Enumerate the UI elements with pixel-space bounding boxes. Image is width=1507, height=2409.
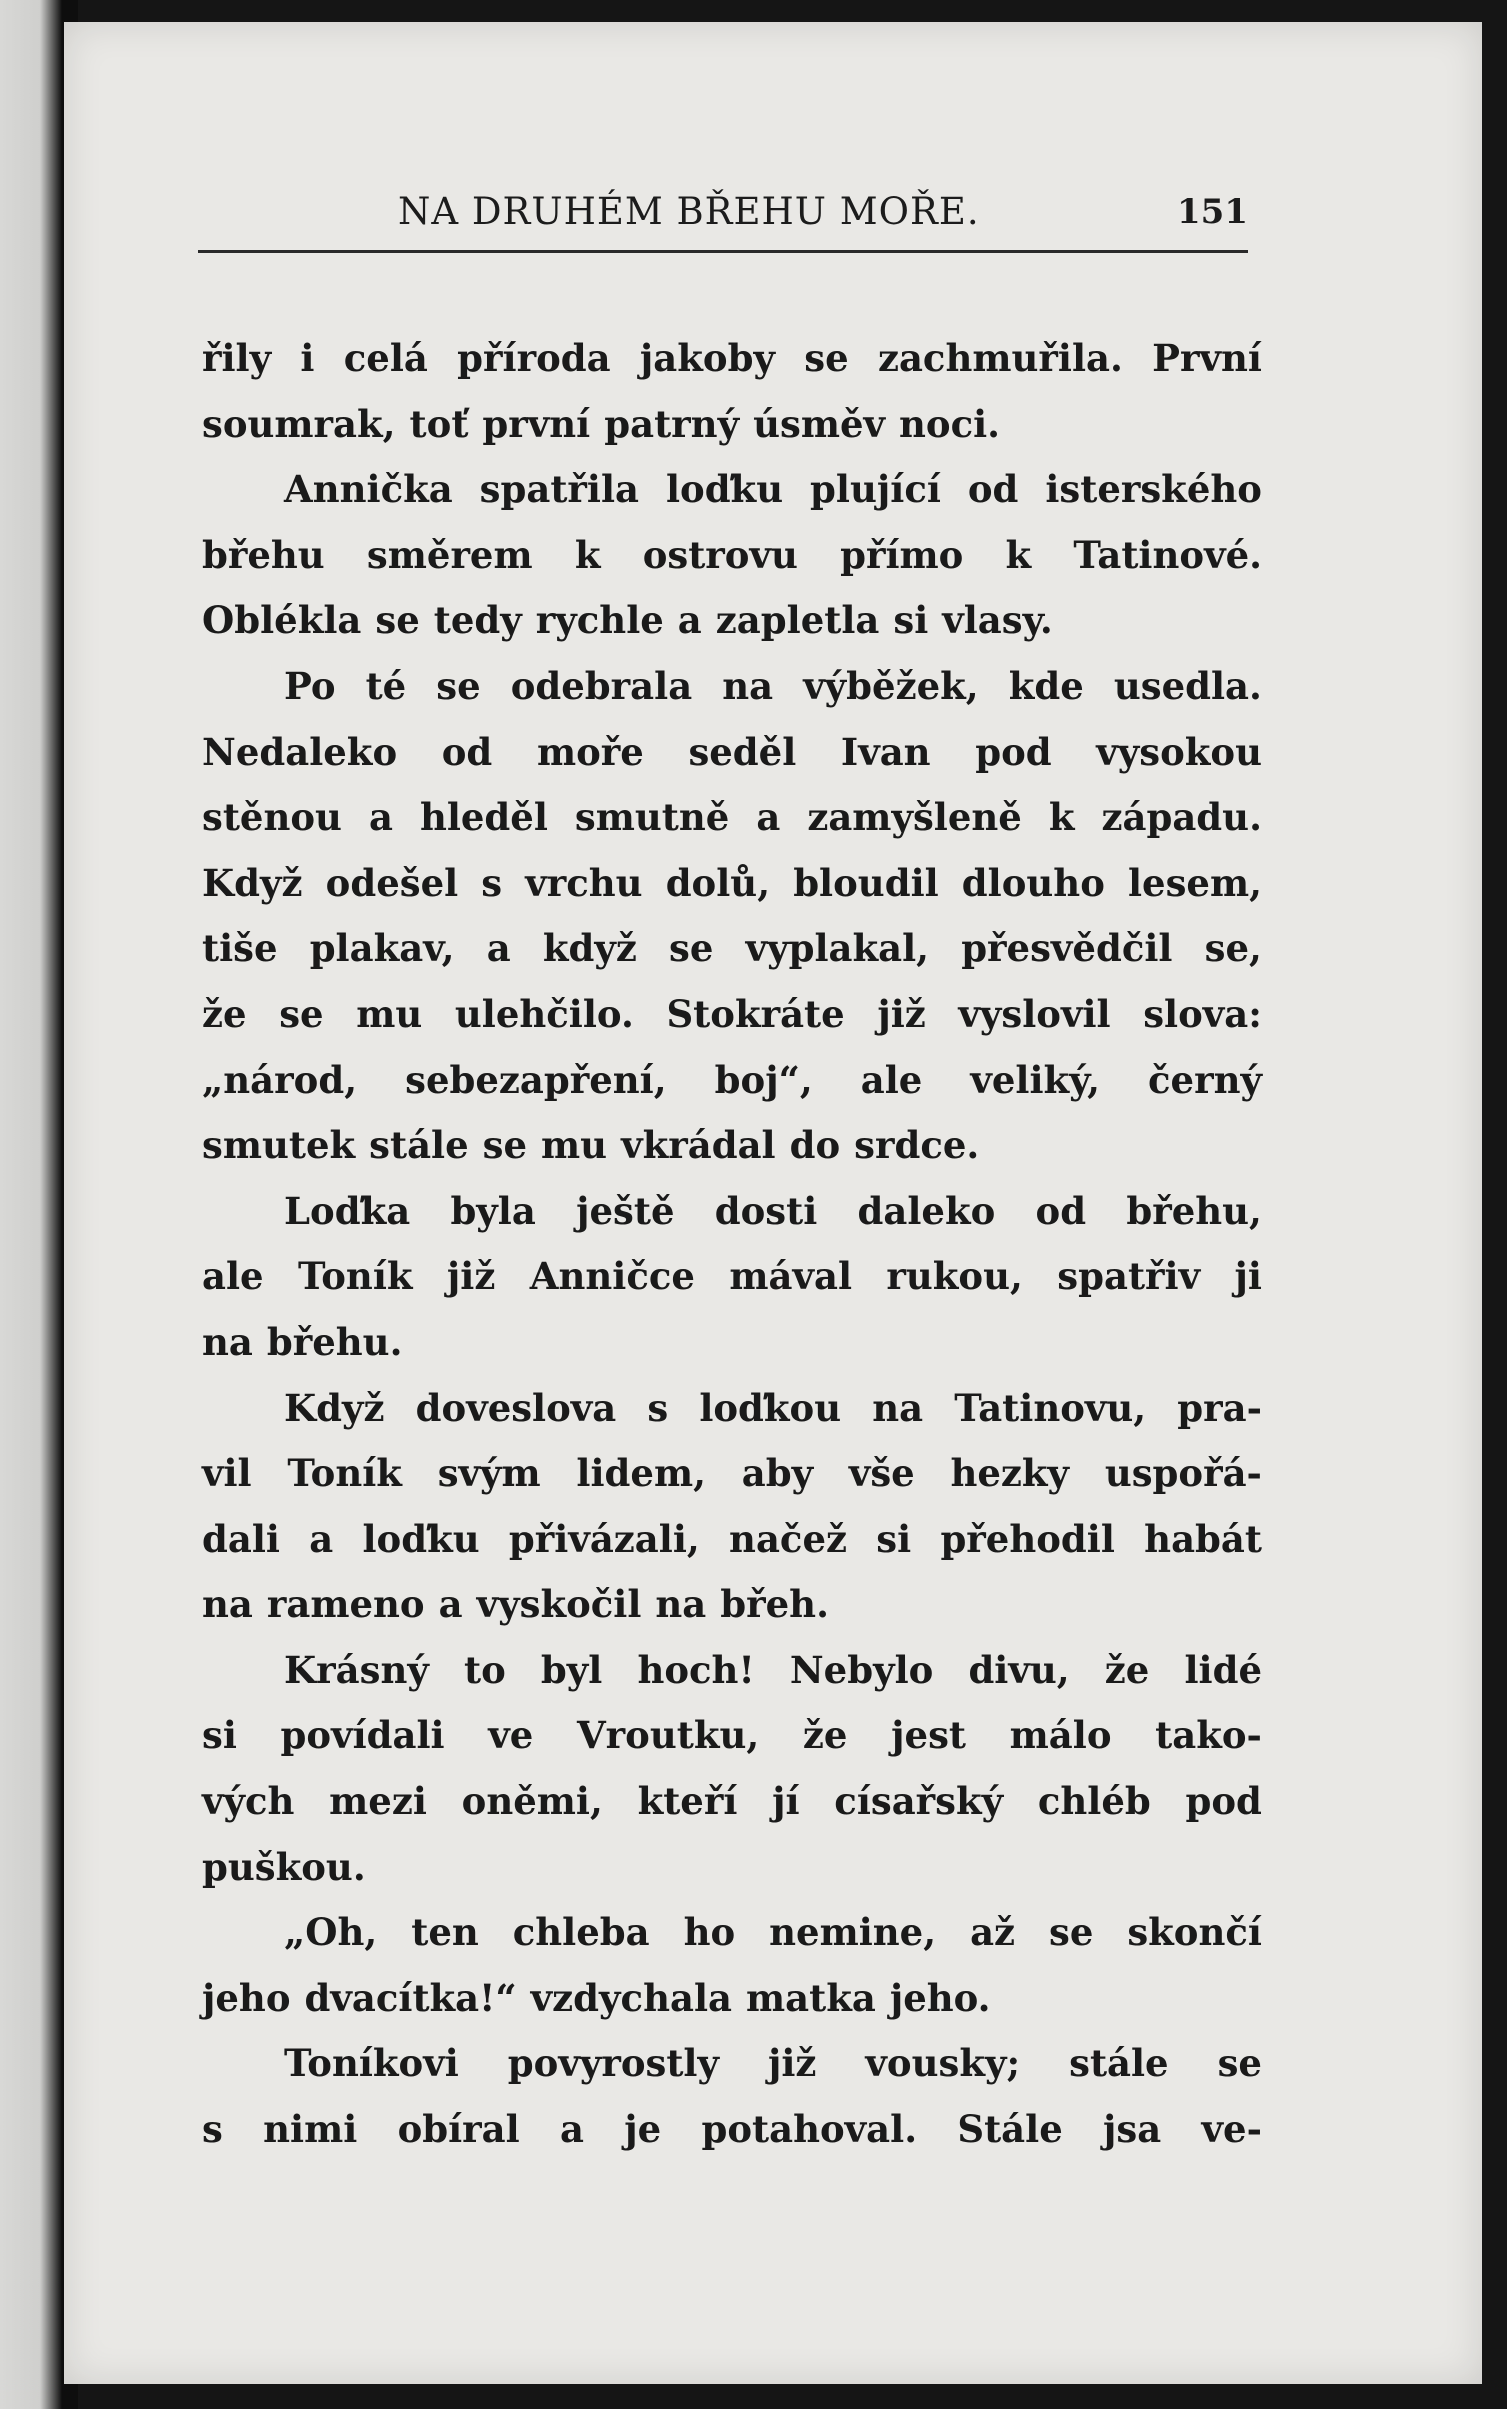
word: si [893, 598, 929, 643]
word: Oblékla [202, 598, 362, 643]
word: si [202, 1713, 237, 1758]
text-line [202, 1966, 1262, 2032]
word: první [482, 401, 591, 446]
word: pod [1185, 1779, 1262, 1824]
word: Toník [287, 1451, 402, 1496]
word: soumrak, [202, 401, 396, 446]
word: Když [202, 860, 303, 905]
word: loďku [665, 467, 784, 512]
word: smutně [574, 795, 730, 840]
word: na [202, 1319, 253, 1364]
word: si [876, 1516, 912, 1561]
word: té [365, 663, 407, 708]
word: matka [746, 1975, 876, 2020]
running-title: NA DRUHÉM BŘEHU MOŘE. [398, 190, 980, 233]
word: seděl [688, 729, 797, 774]
word: vyplakal, [745, 926, 930, 971]
word: ji [1234, 1254, 1262, 1299]
word: stěnou [202, 795, 342, 840]
word: odešel [325, 860, 459, 905]
text-line [202, 1376, 1262, 1442]
word: jest [891, 1713, 966, 1758]
text-line [202, 2031, 1262, 2097]
word: černý [1148, 1057, 1262, 1102]
word: dlouho [961, 860, 1105, 905]
word: skončí [1127, 1910, 1262, 1955]
word: je [624, 2107, 662, 2152]
word: usedla. [1113, 663, 1262, 708]
word: moře [536, 729, 644, 774]
word: břehu, [1126, 1188, 1262, 1233]
word: Když [284, 1385, 385, 1430]
word: divu, [968, 1647, 1070, 1692]
body-text [202, 326, 1262, 2163]
page-number: 151 [1177, 192, 1248, 232]
word: načež [729, 1516, 848, 1561]
word: aby [741, 1451, 814, 1496]
word: plakav, [309, 926, 455, 971]
word: Tatinovu, [954, 1385, 1147, 1430]
word: dolů, [665, 860, 771, 905]
word: když [542, 926, 637, 971]
word: přímo [840, 532, 964, 577]
word: že [1104, 1647, 1150, 1692]
word: rychle [535, 598, 664, 643]
word: pra- [1177, 1385, 1262, 1430]
word: dosti [714, 1188, 818, 1233]
word: zamyšleně [807, 795, 1022, 840]
word: isterského [1045, 467, 1262, 512]
word: a [438, 1582, 463, 1627]
word: k [1005, 532, 1032, 577]
word: císařský [834, 1779, 1004, 1824]
word: s [202, 2107, 223, 2152]
word: smutek [202, 1123, 356, 1168]
word: odebrala [510, 663, 693, 708]
word: ve [488, 1713, 534, 1758]
word: již [446, 1254, 496, 1299]
word: vyskočil [476, 1582, 642, 1627]
word: stále [369, 1123, 469, 1168]
word: vkrádal [621, 1123, 776, 1168]
word: s [481, 860, 503, 905]
word: Toník [297, 1254, 413, 1299]
word: Po [284, 663, 336, 708]
text-line [202, 1244, 1262, 1310]
word: s [647, 1385, 669, 1430]
word: lesem, [1128, 860, 1262, 905]
word: úsměv [753, 401, 886, 446]
word: Krásný [284, 1647, 429, 1692]
word: se [375, 598, 420, 643]
word: mezi [329, 1779, 427, 1824]
word: nemine, [769, 1910, 937, 1955]
word: spatřiv [1057, 1254, 1201, 1299]
word: mu [356, 991, 423, 1036]
header-rule [198, 250, 1248, 253]
word: do [789, 1123, 841, 1168]
word: se [1049, 1910, 1094, 1955]
word: oněmi, [461, 1779, 603, 1824]
word: Ivan [840, 729, 931, 774]
word: stále [1069, 2041, 1169, 2086]
word: příroda [457, 336, 611, 380]
word: „Oh, [284, 1910, 378, 1955]
word: k [1048, 795, 1075, 840]
word: byla [450, 1188, 536, 1233]
word: habát [1144, 1516, 1262, 1561]
word: První [1152, 336, 1262, 380]
word: mával [729, 1254, 852, 1299]
text-line [202, 1835, 1262, 1901]
word: břehu [202, 532, 325, 577]
word: doveslova [415, 1385, 617, 1430]
word: Nebylo [789, 1647, 934, 1692]
word: Nedaleko [202, 729, 398, 774]
word: od [441, 729, 493, 774]
word: a [368, 795, 393, 840]
word: se [436, 663, 481, 708]
word: na [872, 1385, 924, 1430]
word: Loďka [284, 1188, 411, 1233]
word: loďku [362, 1516, 480, 1561]
word: patrný [604, 401, 740, 446]
text-line [202, 392, 1262, 458]
word: chléb [1037, 1779, 1151, 1824]
word: a [486, 926, 511, 971]
word: se [482, 1123, 528, 1168]
word: vzdychala [530, 1975, 732, 2020]
word: břeh. [720, 1582, 829, 1627]
word: se [804, 336, 849, 380]
word: na [655, 1582, 707, 1627]
word: mu [541, 1123, 608, 1168]
word: tako- [1155, 1713, 1262, 1758]
word: přehodil [940, 1516, 1115, 1561]
word: již [767, 2041, 817, 2086]
word: vil [202, 1451, 252, 1496]
word: i [300, 336, 315, 380]
word: obíral [397, 2107, 520, 2152]
word: řily [202, 336, 272, 380]
word: zachmuřila. [877, 336, 1123, 380]
word: vysokou [1096, 729, 1262, 774]
word: plující [810, 467, 941, 512]
word: od [967, 467, 1019, 512]
word: na [202, 1582, 253, 1627]
word: vlasy. [942, 598, 1053, 643]
word: Stokráte [666, 991, 845, 1036]
word: kde [1008, 663, 1084, 708]
word: ale [860, 1057, 923, 1102]
text-line [202, 1900, 1262, 1966]
word: ulehčilo. [454, 991, 634, 1036]
word: Toníkovi [284, 2041, 459, 2086]
text-line [202, 654, 1262, 720]
text-line [202, 785, 1262, 851]
word: lidem, [576, 1451, 706, 1496]
word: přesvědčil [961, 926, 1173, 971]
word: dali [202, 1516, 280, 1561]
word: k [574, 532, 601, 577]
word: chleba [512, 1910, 650, 1955]
word: kteří [637, 1779, 738, 1824]
text-line [202, 457, 1262, 523]
text-line [202, 720, 1262, 786]
word: západu. [1101, 795, 1262, 840]
text-line [202, 916, 1262, 982]
word: potahoval. [701, 2107, 918, 2152]
word: ten [411, 1910, 479, 1955]
word: zapletla [715, 598, 880, 643]
text-line [202, 1507, 1262, 1573]
text-line [202, 1048, 1262, 1114]
text-line [202, 588, 1262, 654]
word: vše [848, 1451, 915, 1496]
word: ostrovu [642, 532, 798, 577]
word: a [756, 795, 781, 840]
word: povídali [280, 1713, 445, 1758]
word: to [463, 1647, 506, 1692]
word: Anničce [529, 1254, 695, 1299]
word: že [802, 1713, 848, 1758]
word: povyrostly [507, 2041, 719, 2086]
word: Annička [284, 467, 453, 512]
word: pod [975, 729, 1052, 774]
word: rukou, [886, 1254, 1023, 1299]
word: jakoby [639, 336, 775, 380]
word: daleko [857, 1188, 996, 1233]
word: ale [202, 1254, 264, 1299]
word: výběžek, [803, 663, 979, 708]
word: vých [202, 1779, 295, 1824]
word: celá [343, 336, 428, 380]
word: od [1035, 1188, 1087, 1233]
word: dvacítka!“ [304, 1975, 517, 2020]
word: jsa [1103, 2107, 1162, 2152]
word: boj“, [714, 1057, 813, 1102]
word: směrem [366, 532, 533, 577]
word: nimi [263, 2107, 358, 2152]
word: břehu. [266, 1319, 403, 1364]
text-line [202, 1310, 1262, 1376]
word: Vroutku, [576, 1713, 760, 1758]
text-line [202, 523, 1262, 589]
word: a [560, 2107, 584, 2152]
word: málo [1009, 1713, 1112, 1758]
word: byl [540, 1647, 603, 1692]
word: toť [409, 401, 469, 446]
word: a [677, 598, 702, 643]
text-line [202, 1703, 1262, 1769]
word: sebezapření, [405, 1057, 667, 1102]
word: ve- [1201, 2107, 1262, 2152]
text-line [202, 1769, 1262, 1835]
word: jí [772, 1779, 800, 1824]
word: puškou. [202, 1844, 366, 1889]
text-line [202, 982, 1262, 1048]
word: spatřila [479, 467, 640, 512]
word: se [279, 991, 324, 1036]
word: slova: [1143, 991, 1262, 1036]
word: již [877, 991, 926, 1036]
word: se [669, 926, 714, 971]
text-line [202, 326, 1262, 392]
word: loďkou [699, 1385, 842, 1430]
text-line [202, 1441, 1262, 1507]
word: „národ, [202, 1057, 358, 1102]
word: na [722, 663, 774, 708]
text-line [202, 1572, 1262, 1638]
word: vousky; [865, 2041, 1021, 2086]
running-header [198, 190, 1248, 260]
word: jeho. [889, 1975, 991, 2020]
word: rameno [266, 1582, 425, 1627]
word: se [1217, 2041, 1262, 2086]
word: až [970, 1910, 1016, 1955]
word: jeho [202, 1975, 291, 2020]
word: svým [437, 1451, 541, 1496]
word: tedy [433, 598, 522, 643]
word: přivázali, [508, 1516, 700, 1561]
word: vrchu [525, 860, 643, 905]
word: lidé [1184, 1647, 1262, 1692]
text-line [202, 1113, 1262, 1179]
text-line [202, 851, 1262, 917]
word: ho [683, 1910, 736, 1955]
word: vyslovil [958, 991, 1111, 1036]
word: tiše [202, 926, 278, 971]
word: veliký, [970, 1057, 1100, 1102]
word: noci. [899, 401, 1001, 446]
word: že [202, 991, 247, 1036]
word: bloudil [793, 860, 939, 905]
word: a [309, 1516, 334, 1561]
text-line [202, 1638, 1262, 1704]
word: hleděl [419, 795, 548, 840]
text-line [202, 2097, 1262, 2163]
word: uspořá- [1104, 1451, 1262, 1496]
word: Tatinové. [1073, 532, 1262, 577]
word: hoch! [637, 1647, 755, 1692]
text-line [202, 1179, 1262, 1245]
word: se, [1204, 926, 1262, 971]
word: ještě [576, 1188, 675, 1233]
word: hezky [950, 1451, 1070, 1496]
word: srdce. [854, 1123, 980, 1168]
word: Stále [957, 2107, 1063, 2152]
